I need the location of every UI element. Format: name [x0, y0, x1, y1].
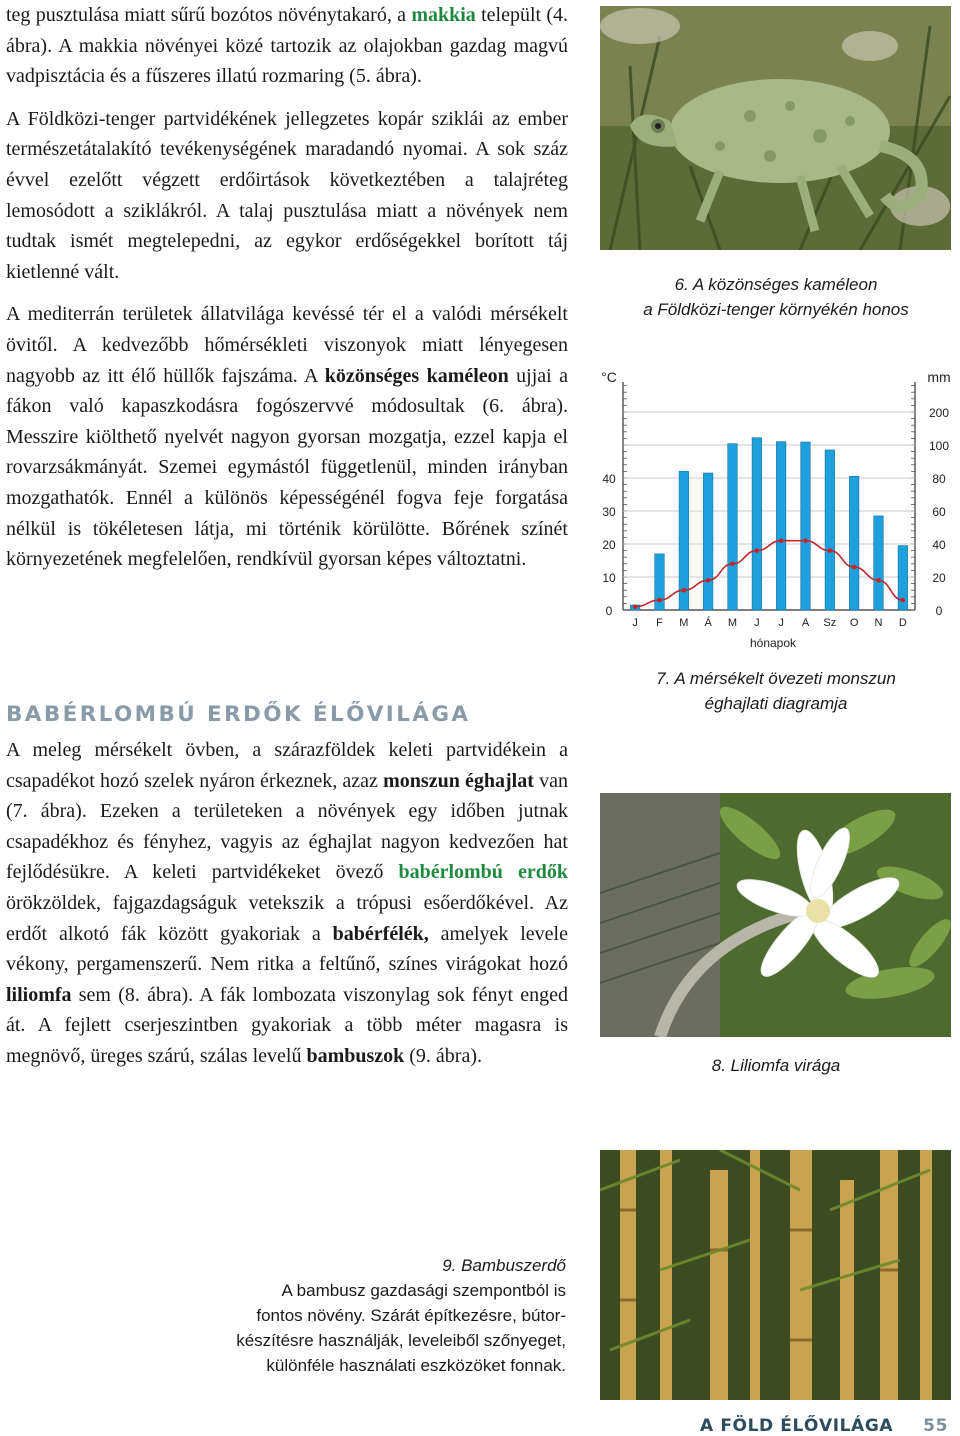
temperature-point — [730, 562, 735, 567]
paragraph-coast: A Földközi-tenger partvidékének jellegzetes kopár sziklái az ember természetátalakító tevékenységének maradandó nyomai. A sok száz évvel ezelőtt végzett erdőirtások következtében a talajréteg lemosódott a sziklákról. A talaj pusztulása miatt a növények nem tudtak ismét megtelepedni, az egykor erdőségekkel borított táj kietlenné vált. — [6, 107, 568, 283]
temperature-line — [635, 541, 903, 607]
climate-chart — [590, 362, 960, 662]
precipitation-bar — [703, 473, 713, 610]
month-label: M — [727, 617, 738, 629]
term-magnolia: liliomfa — [6, 983, 72, 1006]
left-tick-label: 20 — [602, 538, 616, 552]
bamboo-photo — [600, 1150, 951, 1400]
month-label: Á — [704, 617, 712, 629]
precipitation-bar — [728, 444, 738, 610]
term-monsoon: monszun éghajlat — [383, 769, 534, 792]
fig9-caption: 9. Bambuszerdő A bambusz gazdasági szempontból is fontos növény. Szárát építkezésre, bútor- készítésre használják, leveleiből szőnyeget, különféle használati eszközöket fonnak. — [236, 1256, 566, 1375]
temperature-point — [657, 598, 662, 603]
right-tick-label: 60 — [932, 505, 946, 519]
month-label: A — [801, 617, 810, 629]
text-column-lower — [6, 735, 568, 1072]
paragraph-makkia: teg pusztulása miatt sűrű bozótos növénytakaró, a makkia települt (4. ábra). A makkia növényei közé tartozik az olajokban gazdag magvú vadpisztácia és a fűszeres illatú rozmaring (5. ábra). — [6, 4, 569, 88]
left-axis-unit: °C — [601, 369, 617, 385]
left-tick-label: 40 — [602, 472, 616, 486]
paragraph-fauna: A mediterrán területek állatvilága kevéssé tér el a valódi mérsékelt övitől. A kedvezőbb hőmérsékleti viszonyok miatt lényegesen nagyobb az itt élő hüllők fajszáma. A közönséges kaméleon ujjai a fákon való kapaszkodásra fogószervvé módosultak (6. ábra). Messzire kiölthető nyelvét nagyon gyorsan mozgatja, ezzel kapja el rovarzsákmányát. Szemei egymástól függetlenül, minden irányban mozgathatók. Ennél a különös képességénél fogva feje forgatása nélkül is tökéletesen látja, mi történik körülötte. Bőrének színét környezetének megfelelően, rendkívül gyorsan képes változtatni. — [6, 303, 568, 571]
fig6-caption: 6. A közönséges kaméleon a Földközi-tenger környékén honos — [643, 275, 909, 319]
term-laurel-forest: babérlombú erdők — [398, 861, 568, 884]
temperature-point — [706, 578, 711, 583]
right-tick-label: 0 — [935, 604, 943, 618]
temperature-point — [682, 588, 687, 593]
month-label: D — [898, 617, 907, 629]
precipitation-bar — [849, 476, 859, 610]
temperature-point — [828, 548, 833, 553]
precipitation-bar — [776, 442, 786, 610]
footer-title: A FÖLD ÉLŐVILÁGA — [700, 1416, 894, 1436]
term-lauraceae: babérfélék, — [332, 922, 429, 945]
precipitation-bar — [874, 516, 884, 610]
term-bamboo: bambuszok — [306, 1044, 405, 1067]
precipitation-bar — [825, 450, 835, 610]
term-makkia: makkia — [411, 4, 476, 26]
chameleon-photo — [600, 6, 951, 250]
page-footer — [700, 1416, 948, 1436]
temperature-point — [779, 538, 784, 543]
section-heading: BABÉRLOMBÚ ERDŐK ÉLŐVILÁGA — [6, 702, 471, 727]
month-label: Sz — [823, 617, 837, 629]
left-tick-label: 0 — [605, 604, 613, 618]
precipitation-bar — [752, 438, 762, 610]
right-tick-label: 80 — [932, 472, 946, 486]
month-label: J — [778, 617, 784, 629]
right-tick-label: 200 — [928, 406, 950, 420]
precipitation-bar — [801, 442, 811, 610]
month-label: J — [754, 617, 760, 629]
month-label: F — [656, 617, 663, 629]
month-label: N — [874, 617, 883, 629]
right-tick-label: 20 — [932, 571, 946, 585]
paragraph-laurel-forest: A meleg mérsékelt övben, a szárazföldek keleti partvidékein a csapadékot hozó szelek nyáron érkeznek, azaz monszun éghajlat van (7. ábra). Ezeken a területeken a növények egy időben jutnak csapadékhoz és fényhez, vagyis az éghajlat nagyon kedvezően hat fejlődésükre. A keleti partvidékeket övező babérlombú erdők örökzöldek, fajgazdagságuk vetekszik a trópusi esőerdőkével. Az erdőt alkotó fák között gyakoriak a babérfélék, amelyek levele vékony, pergamenszerű. Nem ritka a feltűnő, színes virágokat hozó liliomfa sem (8. ábra). A fák lombozata viszonylag sok fényt enged át. A fejlett cserjeszintben gyakoriak a több méter magasra is megnövő, üreges szárú, szálas levelű bambuszok (9. ábra). — [6, 739, 568, 1067]
month-label: M — [679, 617, 689, 629]
term-chameleon: közönséges kaméleon — [324, 364, 509, 387]
month-label: J — [632, 617, 638, 629]
temperature-point — [876, 578, 881, 583]
x-axis-label: hónapok — [749, 636, 797, 650]
temperature-point — [852, 565, 857, 570]
temperature-point — [633, 604, 638, 609]
right-tick-label: 100 — [928, 439, 950, 453]
magnolia-photo — [600, 793, 951, 1037]
fig7-caption: 7. A mérsékelt övezeti monszun éghajlati diagramja — [656, 669, 896, 713]
month-label: O — [849, 617, 859, 629]
left-tick-label: 10 — [602, 571, 616, 585]
page-number: 55 — [923, 1416, 948, 1436]
temperature-point — [803, 538, 808, 543]
fig8-caption: 8. Liliomfa virága — [711, 1056, 841, 1075]
right-axis-unit: mm — [927, 369, 951, 385]
text-column-upper — [6, 0, 568, 575]
right-tick-label: 40 — [932, 538, 946, 552]
left-tick-label: 30 — [602, 505, 616, 519]
temperature-point — [755, 548, 760, 553]
temperature-point — [901, 598, 906, 603]
